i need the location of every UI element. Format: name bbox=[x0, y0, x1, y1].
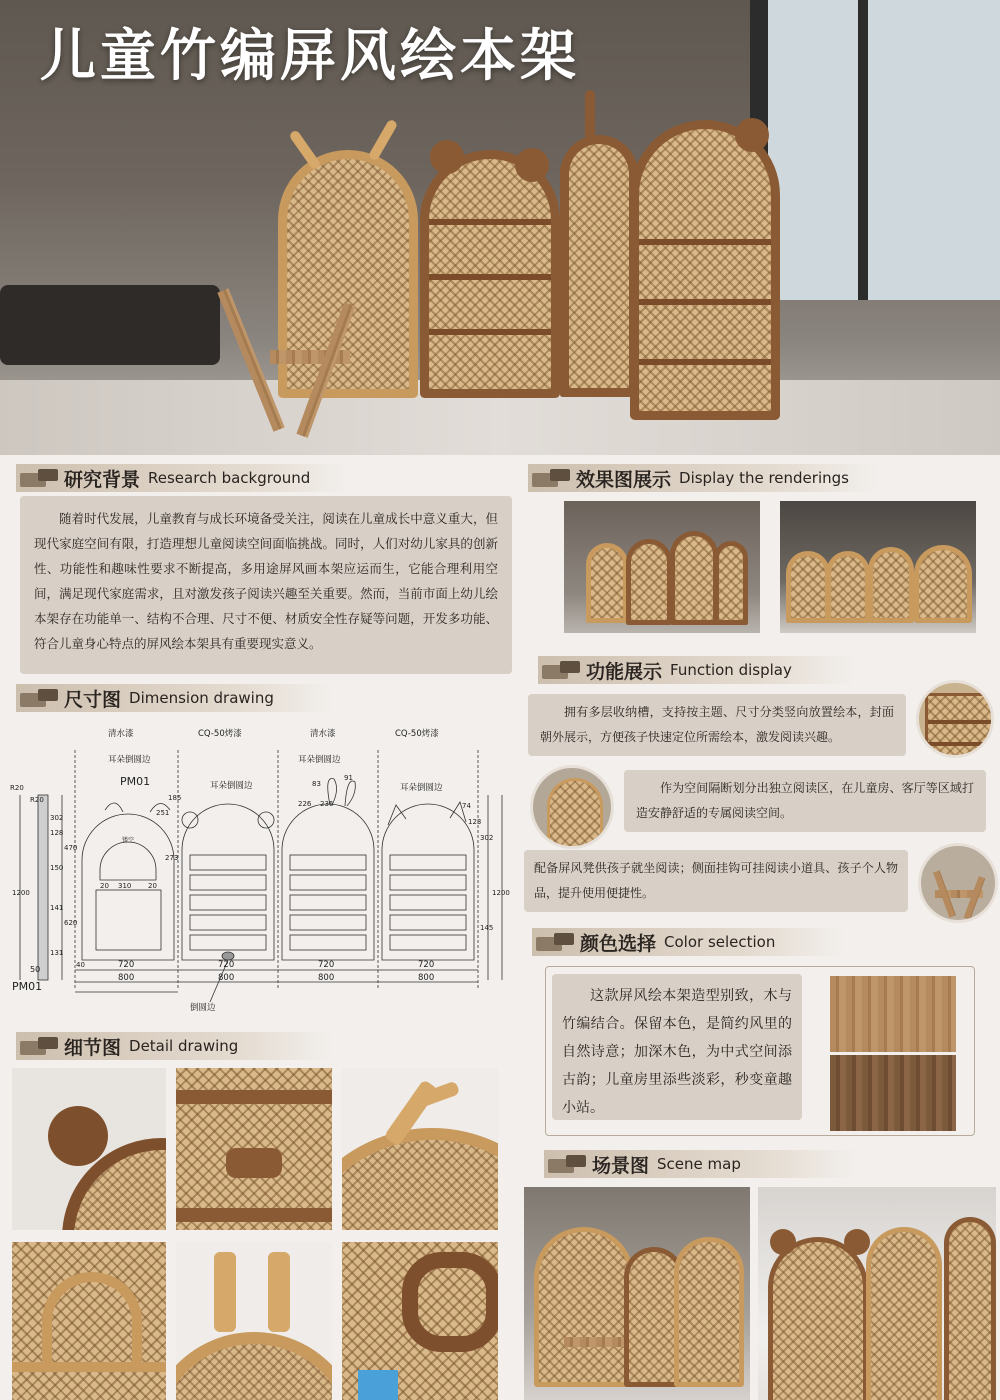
hero-bear-ear-left bbox=[430, 140, 464, 174]
dim-ear-label: 耳朵倒圆边 bbox=[210, 781, 253, 791]
dim-pm-label: PM01 bbox=[120, 775, 151, 788]
section-marker-icon bbox=[532, 467, 576, 489]
section-header-color bbox=[532, 928, 844, 956]
section-header-detail bbox=[16, 1032, 332, 1060]
section-marker-icon bbox=[20, 467, 64, 489]
section-marker-icon bbox=[548, 1153, 592, 1175]
dim-height: 273 bbox=[165, 854, 179, 862]
dim-finish-label: 清水漆 bbox=[108, 729, 134, 739]
section-title-en: Detail drawing bbox=[129, 1037, 239, 1055]
detail-photo-moon bbox=[12, 1242, 166, 1400]
dim-height: 302 bbox=[480, 834, 494, 842]
dim-detail: 123 bbox=[468, 818, 482, 826]
section-header-dimension bbox=[16, 684, 332, 712]
dim-height: 1200 bbox=[492, 889, 510, 897]
dim-height: 145 bbox=[480, 924, 494, 932]
dim-ear-label: 耳朵倒圆边 bbox=[298, 755, 341, 765]
section-title-zh: 功能展示 bbox=[586, 660, 663, 683]
dim-ear-label: 耳朵倒圆边 bbox=[108, 755, 151, 765]
detail-photo-bear-ear bbox=[12, 1068, 166, 1230]
dim-height: 470 bbox=[64, 844, 78, 852]
dim-detail: 185 bbox=[168, 794, 182, 802]
hero-window bbox=[750, 0, 1000, 300]
section-header-scene bbox=[544, 1150, 856, 1178]
dim-radius: R20 bbox=[10, 784, 24, 792]
hero-rabbit-ear bbox=[585, 90, 595, 140]
function-photo-1 bbox=[916, 680, 994, 758]
section-marker-icon bbox=[20, 687, 64, 709]
dim-width: 800 bbox=[218, 973, 235, 983]
dim-width: 800 bbox=[118, 973, 135, 983]
dimension-drawing bbox=[10, 720, 510, 1020]
hero-cat-ear bbox=[735, 118, 769, 152]
dim-height: 1200 bbox=[12, 889, 30, 897]
dim-height: 620 bbox=[64, 919, 78, 927]
dim-hollow: 镂空 bbox=[122, 837, 135, 844]
dim-width: 800 bbox=[418, 973, 435, 983]
function-item-2-text: 作为空间隔断划分出独立阅读区，在儿童房、客厅等区域打造安静舒适的专属阅读空间。 bbox=[624, 770, 986, 832]
section-title-en: Research background bbox=[148, 469, 311, 487]
dim-ear-label: 耳朵倒圆边 bbox=[400, 783, 443, 793]
dim-height: 302 bbox=[50, 814, 64, 822]
section-header-function bbox=[538, 656, 854, 684]
dim-width: 720 bbox=[318, 960, 335, 970]
hero-panel-cat bbox=[630, 120, 780, 420]
color-text: 这款屏风绘本架造型别致，木与竹编结合。保留本色，是简约风里的自然诗意；加深木色，为中式空间添古韵；儿童房里添些淡彩，秒变童趣小站。 bbox=[552, 974, 802, 1120]
detail-photo-cat-ear bbox=[342, 1242, 498, 1400]
section-title-en: Function display bbox=[670, 661, 792, 679]
section-marker-icon bbox=[542, 659, 586, 681]
dim-width: 720 bbox=[118, 960, 135, 970]
rendering-photo-1 bbox=[564, 501, 760, 633]
section-title-zh: 尺寸图 bbox=[64, 688, 122, 711]
color-swatch-dark bbox=[830, 1055, 956, 1131]
dim-detail: 91 bbox=[344, 774, 353, 782]
section-title-zh: 研究背景 bbox=[64, 468, 141, 491]
detail-photo-rabbit-ears bbox=[176, 1242, 332, 1400]
dim-width: 20 bbox=[100, 882, 109, 890]
dim-finish-label: CQ-50烤漆 bbox=[395, 729, 439, 739]
research-text: 随着时代发展，儿童教育与成长环境备受关注，阅读在儿童成长中意义重大，但现代家庭空间有限，打造理想儿童阅读空间面临挑战。同时，人们对幼儿家具的创新性、功能性和趣味性要求不断提高，多用途屏风画本架应运而生，它能合理利用空间，满足现代家庭需求，且对激发孩子阅读兴趣至关重要。然而，当前市面上幼儿绘本架存在功能单一、结构不合理、尺寸不便、材质安全性存疑等问题，开发多功能、符合儿童身心特点的屏风绘本架具有重要现实意义。 bbox=[20, 496, 512, 674]
dim-detail: 226 bbox=[298, 800, 312, 808]
function-photo-3 bbox=[918, 843, 998, 923]
dim-finish-label: 清水漆 bbox=[310, 729, 336, 739]
dim-width: 720 bbox=[418, 960, 435, 970]
section-marker-icon bbox=[20, 1035, 64, 1057]
hero-panel-bear bbox=[420, 150, 560, 398]
scene-photo-2 bbox=[758, 1187, 996, 1400]
function-item-1-text: 拥有多层收纳槽，支持按主题、尺寸分类竖向放置绘本，封面朝外展示，方便孩子快速定位所需绘本，激发阅读兴趣。 bbox=[528, 694, 906, 756]
dim-width: 800 bbox=[318, 973, 335, 983]
section-header-renderings bbox=[528, 464, 878, 492]
function-item-3-text: 配备屏风凳供孩子就坐阅读；侧面挂钩可挂阅读小道具、孩子个人物品，提升使用便捷性。 bbox=[524, 850, 908, 912]
dim-width: 310 bbox=[118, 882, 132, 890]
section-title-zh: 颜色选择 bbox=[580, 932, 657, 955]
hero-photo bbox=[0, 0, 1000, 455]
dim-height: 131 bbox=[50, 949, 64, 957]
dim-height: 150 bbox=[50, 864, 64, 872]
section-title-zh: 效果图展示 bbox=[576, 468, 672, 491]
section-title-en: Scene map bbox=[657, 1155, 741, 1173]
hero-sofa bbox=[0, 285, 220, 365]
scene-photo-1 bbox=[524, 1187, 750, 1400]
dim-radius: R20 bbox=[30, 796, 44, 804]
dim-detail: 236 bbox=[320, 800, 334, 808]
dimension-drawing-svg bbox=[10, 720, 510, 1020]
section-title-zh: 场景图 bbox=[592, 1154, 650, 1177]
dim-pm-label: PM01 bbox=[12, 980, 43, 993]
dim-width: 20 bbox=[148, 882, 157, 890]
page-title: 儿童竹编屏风绘本架 bbox=[40, 24, 580, 89]
hero-bear-ear-right bbox=[515, 148, 549, 182]
dim-height: 141 bbox=[50, 904, 64, 912]
section-header-research bbox=[16, 464, 346, 492]
detail-photo-knob bbox=[176, 1068, 332, 1230]
hero-panel-rabbit bbox=[560, 135, 638, 397]
color-swatch-light bbox=[830, 976, 956, 1052]
dim-width: 40 bbox=[76, 961, 85, 969]
hero-antler-right bbox=[368, 118, 399, 161]
function-photo-2 bbox=[530, 765, 614, 849]
dim-detail: 83 bbox=[312, 780, 321, 788]
detail-photo-antler bbox=[342, 1068, 498, 1230]
dim-width: 720 bbox=[218, 960, 235, 970]
section-title-en: Dimension drawing bbox=[129, 689, 274, 707]
dim-width: 50 bbox=[30, 965, 41, 974]
dim-detail: 74 bbox=[462, 802, 471, 810]
dim-height: 128 bbox=[50, 829, 64, 837]
dim-detail: 251 bbox=[156, 809, 170, 817]
dim-corner-label: 倒圆边 bbox=[190, 1003, 216, 1013]
rendering-photo-2 bbox=[780, 501, 976, 633]
section-title-en: Color selection bbox=[664, 933, 776, 951]
section-title-zh: 细节图 bbox=[64, 1036, 122, 1059]
section-title-en: Display the renderings bbox=[679, 469, 849, 487]
dim-finish-label: CQ-50烤漆 bbox=[198, 729, 242, 739]
section-marker-icon bbox=[536, 931, 580, 953]
